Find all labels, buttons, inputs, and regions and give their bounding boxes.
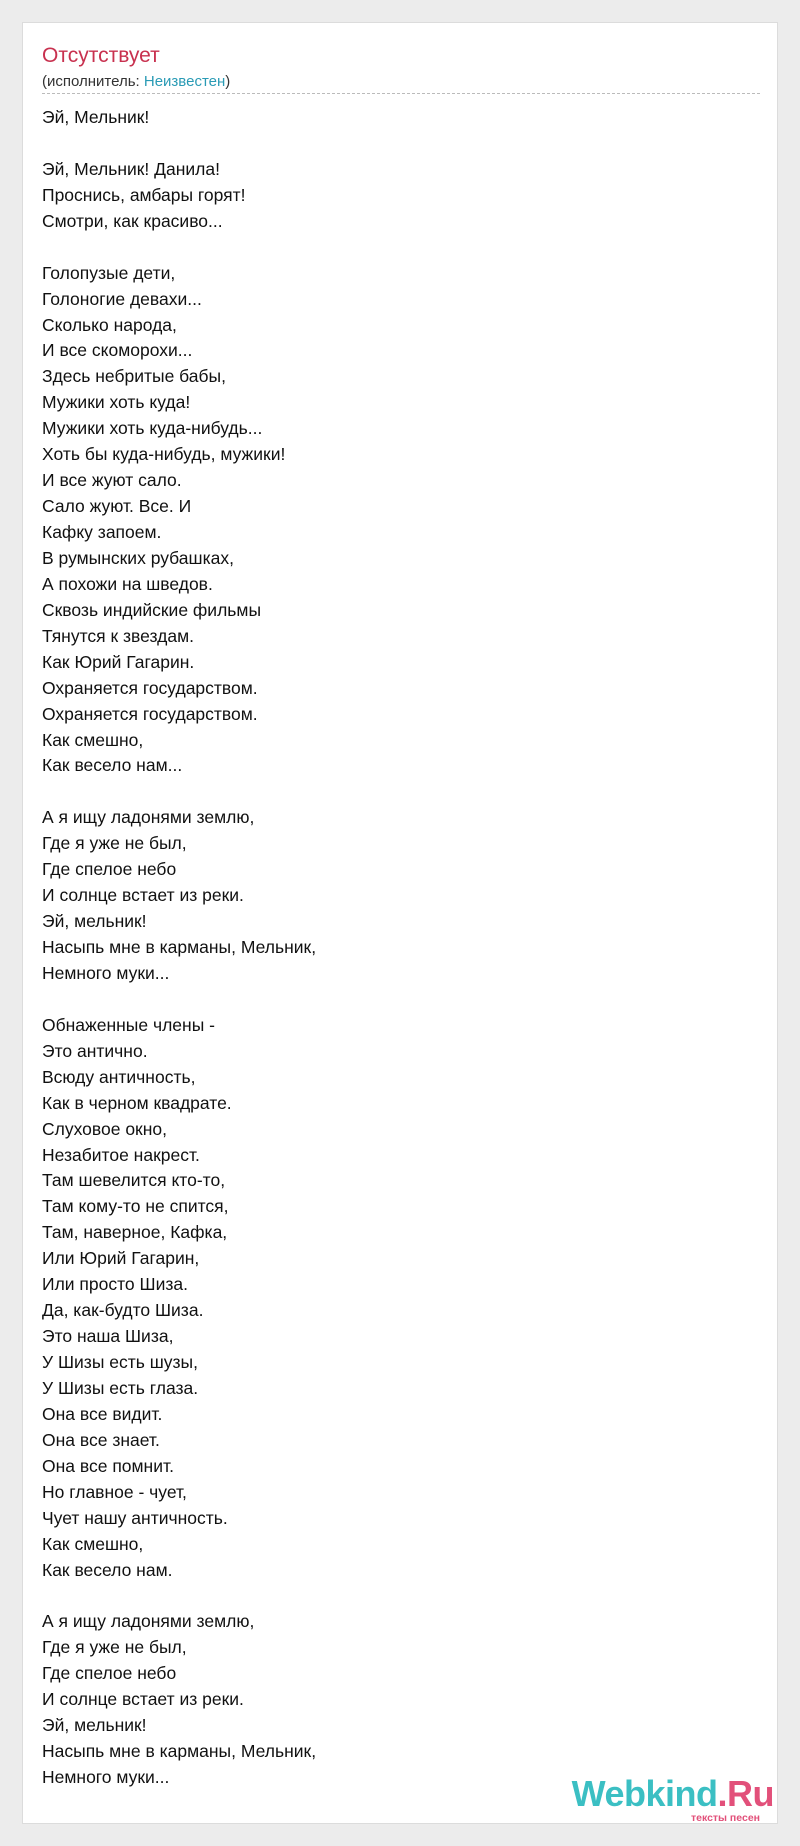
lyric-blank-line xyxy=(42,779,742,805)
lyric-line: Немного муки... xyxy=(42,1767,170,1787)
lyric-line: Эй, мельник! xyxy=(42,1715,147,1736)
lyric-line: Это антично. xyxy=(42,1040,148,1061)
lyric-line: Как весело нам. xyxy=(42,1559,173,1580)
lyric-blank-line xyxy=(42,1583,742,1609)
lyric-line: Чует нашу античность. xyxy=(42,1507,228,1528)
lyric-line: Эй, мельник! xyxy=(42,911,147,932)
lyric-line: Там, наверное, Кафка, xyxy=(42,1222,228,1243)
lyric-line: Сало жуют. Все. И xyxy=(42,496,192,517)
lyric-line: Как весело нам... xyxy=(42,755,183,776)
lyric-line: Голоногие девахи... xyxy=(42,288,202,309)
lyric-line: Мужики хоть куда! xyxy=(42,392,191,413)
artist-suffix: ) xyxy=(225,73,231,90)
lyric-line: Проснись, амбары горят! xyxy=(42,184,246,205)
lyric-line: В румынских рубашках, xyxy=(42,547,234,568)
header-divider xyxy=(42,93,760,94)
lyric-line: Эй, Мельник! Данила! xyxy=(42,158,220,179)
lyric-line: А я ищу ладонями землю, xyxy=(42,1611,255,1632)
lyric-line: И все скоморохи... xyxy=(42,340,193,361)
lyric-line: Где я уже не был, xyxy=(42,833,187,854)
lyrics-text xyxy=(42,105,742,1791)
lyric-line: Обнаженные члены - xyxy=(42,1014,215,1035)
lyric-line: Смотри, как красиво... xyxy=(42,210,223,231)
artist-prefix: (исполнитель: xyxy=(42,73,144,90)
lyric-line: Мужики хоть куда-нибудь... xyxy=(42,418,263,439)
lyric-blank-line xyxy=(42,235,742,261)
lyric-line: Как смешно, xyxy=(42,1533,144,1554)
lyrics-card xyxy=(22,22,778,1824)
lyric-line: У Шизы есть глаза. xyxy=(42,1377,199,1398)
lyric-line: Там шевелится кто-то, xyxy=(42,1170,226,1191)
lyric-line: Здесь небритые бабы, xyxy=(42,366,226,387)
lyric-line: Голопузые дети, xyxy=(42,262,176,283)
lyric-blank-line xyxy=(42,987,742,1013)
lyric-line: Она все видит. xyxy=(42,1403,163,1424)
lyric-line: Сквозь индийские фильмы xyxy=(42,599,262,620)
lyric-line: И солнце встает из реки. xyxy=(42,885,244,906)
artist-link[interactable]: Неизвестен xyxy=(143,73,226,90)
logo-tagline: тексты песен xyxy=(690,1812,760,1824)
lyric-line: Там кому-то не спится, xyxy=(42,1196,229,1217)
logo-name: Webkind xyxy=(571,1773,718,1814)
webkind-logo[interactable] xyxy=(571,1773,774,1824)
lyric-line: Охраняется государством. xyxy=(42,703,258,724)
lyric-line: Это наша Шиза, xyxy=(42,1326,174,1347)
artist-line xyxy=(42,73,230,91)
lyric-line: Она все помнит. xyxy=(42,1455,174,1476)
lyric-line: Всюду античность, xyxy=(42,1066,196,1087)
lyric-line: И солнце встает из реки. xyxy=(42,1689,244,1710)
lyric-line: Она все знает. xyxy=(42,1429,160,1450)
lyric-line: Или Юрий Гагарин, xyxy=(42,1248,200,1269)
lyric-line: И все жуют сало. xyxy=(42,470,182,491)
lyric-line: Как в черном квадрате. xyxy=(42,1092,232,1113)
lyric-line: Эй, Мельник! xyxy=(42,107,150,127)
lyric-line: Слуховое окно, xyxy=(42,1118,167,1139)
lyric-line: Насыпь мне в карманы, Мельник, xyxy=(42,1741,317,1762)
lyric-line: А похожи на шведов. xyxy=(42,573,213,594)
lyric-line: Где я уже не был, xyxy=(42,1637,187,1658)
logo-wordmark xyxy=(571,1773,774,1814)
lyric-line: Кафку запоем. xyxy=(42,522,162,542)
lyric-blank-line xyxy=(42,131,742,157)
lyric-line: Незабитое накрест. xyxy=(42,1144,200,1165)
lyric-line: У Шизы есть шузы, xyxy=(42,1352,198,1372)
lyric-line: Тянутся к звездам. xyxy=(42,625,194,646)
lyric-line: Насыпь мне в карманы, Мельник, xyxy=(42,937,317,957)
lyric-line: Как смешно, xyxy=(42,729,144,750)
lyric-line: Сколько народа, xyxy=(42,314,177,335)
lyric-line: Охраняется государством. xyxy=(42,677,258,698)
lyric-line: А я ищу ладонями землю, xyxy=(42,807,255,828)
lyric-line: Но главное - чует, xyxy=(42,1481,187,1502)
lyric-line: Где спелое небо xyxy=(42,859,177,880)
lyric-line: Или просто Шиза. xyxy=(42,1274,188,1295)
lyric-line: Хоть бы куда-нибудь, мужики! xyxy=(42,444,286,465)
lyric-line: Где спелое небо xyxy=(42,1663,177,1684)
lyric-line: Немного муки... xyxy=(42,962,170,983)
lyric-line: Как Юрий Гагарин. xyxy=(42,651,195,672)
lyric-line: Да, как-будто Шиза. xyxy=(42,1300,204,1321)
song-title: Отсутствует xyxy=(42,44,160,67)
logo-tld: .Ru xyxy=(717,1773,774,1814)
